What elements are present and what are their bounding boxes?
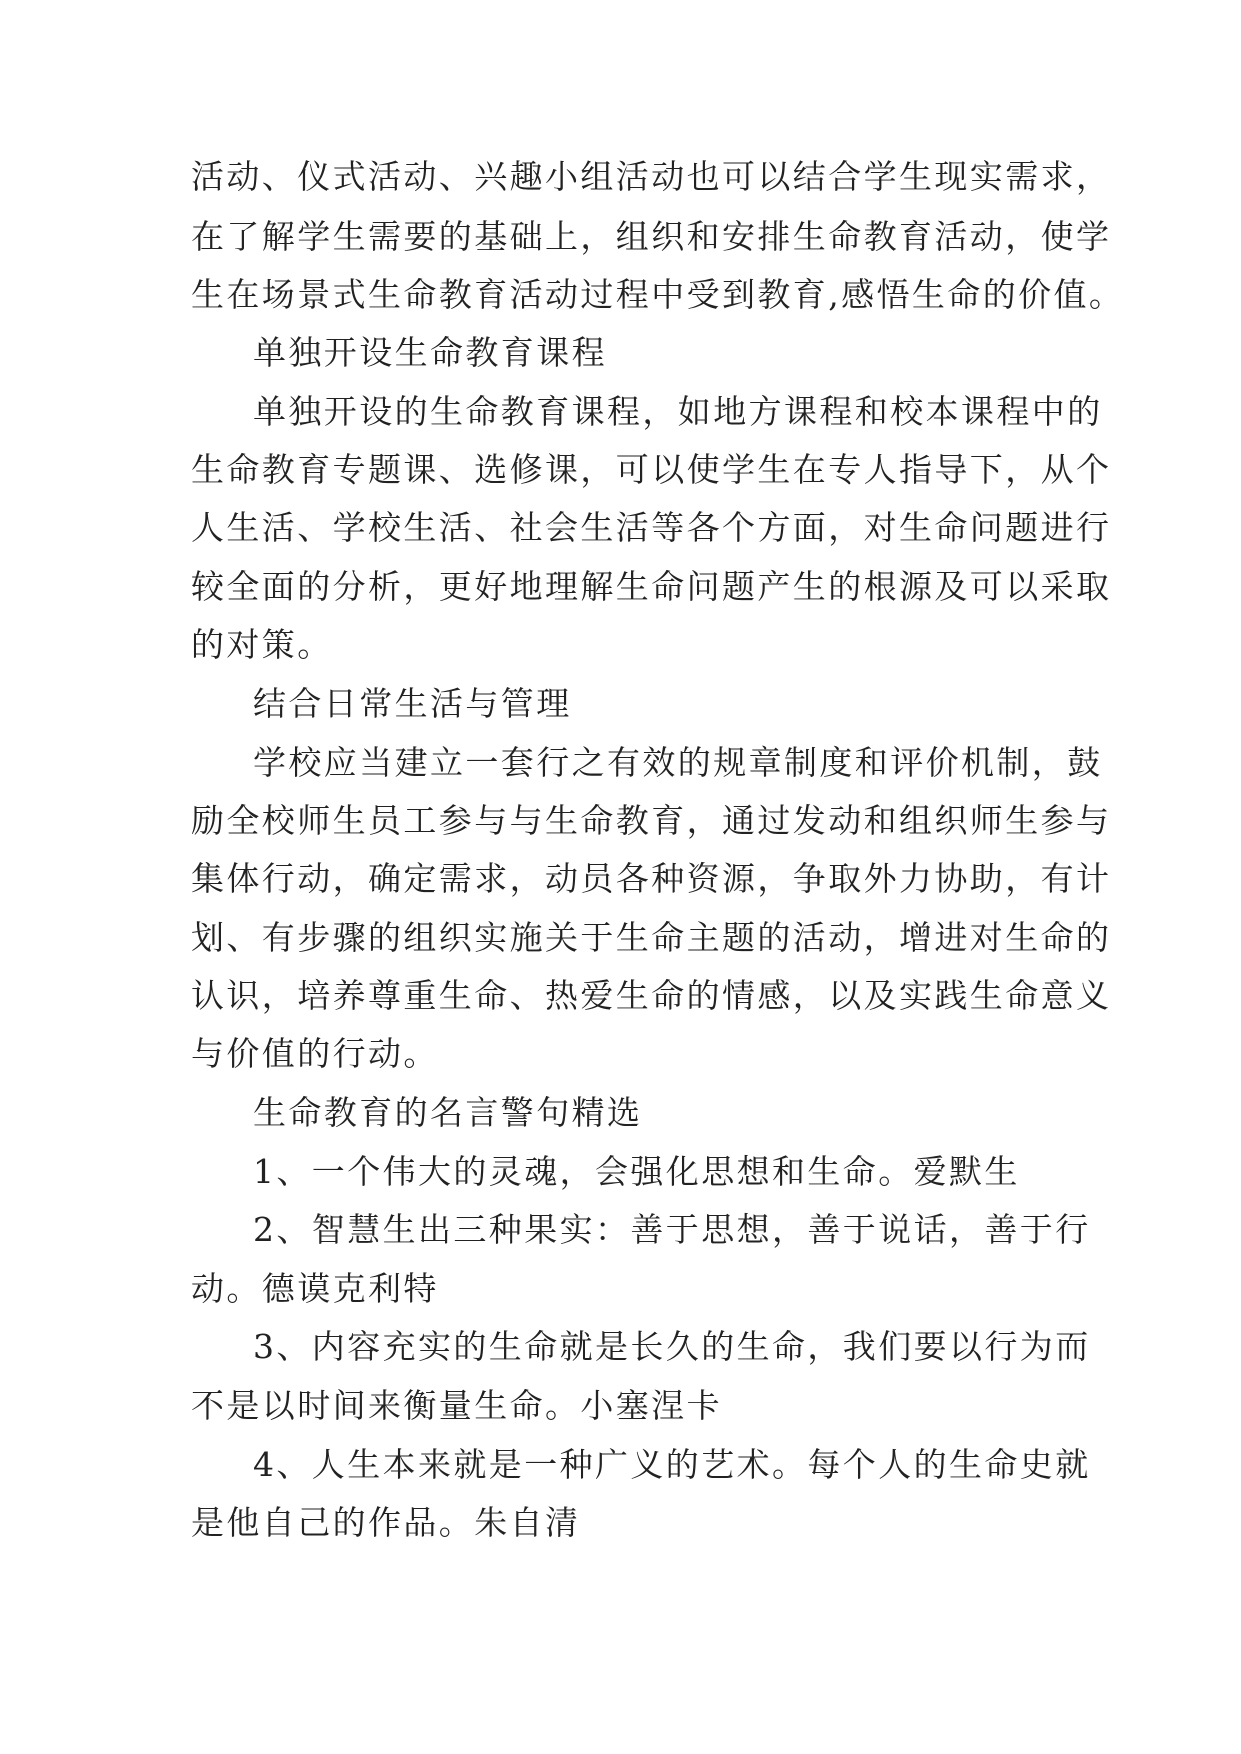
text-line: 认识，培养尊重生命、热爱生命的情感，以及实践生命意义: [191, 976, 1112, 1015]
text-line: 划、有步骤的组织实施关于生命主题的活动，增进对生命的: [191, 918, 1112, 957]
text-line: 较全面的分析，更好地理解生命问题产生的根源及可以采取: [191, 567, 1112, 606]
text-line: 励全校师生员工参与与生命教育，通过发动和组织师生参与: [191, 801, 1112, 840]
quote-item: 1、一个伟大的灵魂，会强化思想和生命。爱默生: [253, 1152, 1020, 1191]
text-line: 人生活、学校生活、社会生活等各个方面，对生命问题进行: [191, 508, 1112, 547]
text-line: 单独开设的生命教育课程，如地方课程和校本课程中的: [253, 392, 1103, 431]
text-line: 是他自己的作品。朱自清: [191, 1503, 581, 1542]
text-line: 生在场景式生命教育活动过程中受到教育,感悟生命的价值。: [191, 275, 1125, 314]
text-line: 生命教育专题课、选修课，可以使学生在专人指导下，从个: [191, 450, 1112, 489]
section-heading: 结合日常生活与管理: [253, 684, 572, 723]
text-line: 的对策。: [191, 625, 333, 664]
text-line: 动。德谟克利特: [191, 1269, 439, 1308]
quote-item: 4、人生本来就是一种广义的艺术。每个人的生命史就: [253, 1445, 1091, 1484]
text-line: 学校应当建立一套行之有效的规章制度和评价机制，鼓: [253, 743, 1103, 782]
quote-item: 2、智慧生出三种果实：善于思想，善于说话，善于行: [253, 1210, 1091, 1249]
section-heading: 单独开设生命教育课程: [253, 333, 607, 372]
text-line: 集体行动，确定需求，动员各种资源，争取外力协助，有计: [191, 859, 1112, 898]
text-line: 在了解学生需要的基础上，组织和安排生命教育活动，使学: [191, 217, 1112, 256]
text-line: 与价值的行动。: [191, 1034, 439, 1073]
section-heading: 生命教育的名言警句精选: [253, 1093, 643, 1132]
quote-item: 3、内容充实的生命就是长久的生命，我们要以行为而: [253, 1327, 1091, 1366]
text-line: 活动、仪式活动、兴趣小组活动也可以结合学生现实需求，: [191, 157, 1112, 196]
text-line: 不是以时间来衡量生命。小塞涅卡: [191, 1386, 722, 1425]
